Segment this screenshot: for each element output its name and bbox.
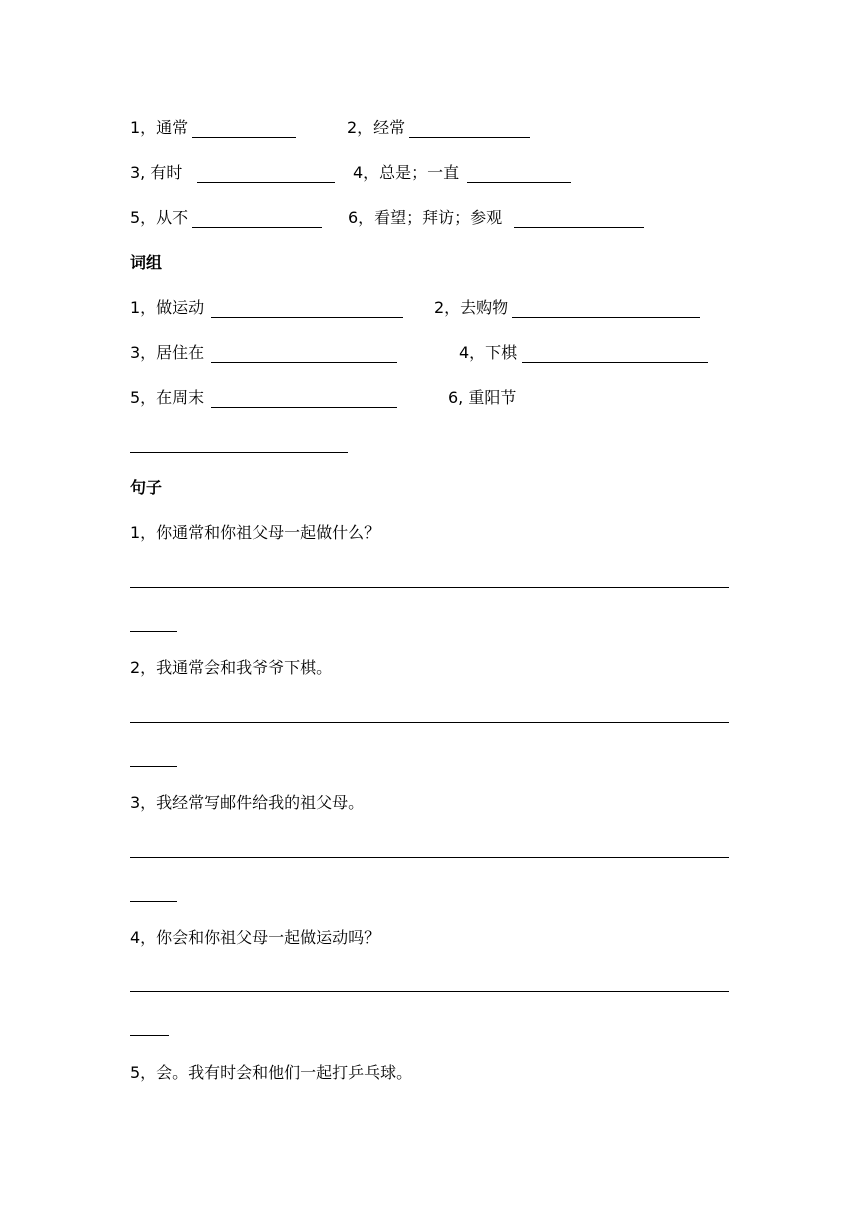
sentence-1-text: 1，你通常和你祖父母一起做什么？ bbox=[130, 523, 381, 542]
sentence-2-answer-line-1[interactable] bbox=[130, 722, 729, 723]
sentence-2-answer-line-2[interactable] bbox=[130, 766, 177, 767]
phrase-item-5-blank[interactable] bbox=[211, 407, 397, 408]
sentence-3-answer-line-2[interactable] bbox=[130, 901, 177, 902]
phrase-item-4-label: 4，下棋 bbox=[459, 343, 518, 362]
vocab-item-4-label: 4，总是；一直 bbox=[353, 163, 460, 182]
phrase-item-3-label: 3，居住在 bbox=[130, 343, 205, 362]
phrase-item-1-blank[interactable] bbox=[211, 317, 403, 318]
sentence-2-text: 2，我通常会和我爷爷下棋。 bbox=[130, 658, 333, 677]
sentence-4-text: 4，你会和你祖父母一起做运动吗？ bbox=[130, 928, 381, 947]
phrase-item-4-blank[interactable] bbox=[522, 362, 708, 363]
sentence-1-answer-line-1[interactable] bbox=[130, 587, 729, 588]
sentence-3-text: 3，我经常写邮件给我的祖父母。 bbox=[130, 793, 365, 812]
vocab-item-2-blank[interactable] bbox=[409, 137, 530, 138]
sentence-3-answer-line-1[interactable] bbox=[130, 857, 729, 858]
phrase-item-6-label: 6, 重阳节 bbox=[448, 388, 517, 407]
vocab-item-1-blank[interactable] bbox=[192, 137, 296, 138]
phrase-item-1-label: 1，做运动 bbox=[130, 298, 205, 317]
vocab-item-5-label: 5，从不 bbox=[130, 208, 189, 227]
phrase-item-3-blank[interactable] bbox=[211, 362, 397, 363]
sentence-4-answer-line-1[interactable] bbox=[130, 991, 729, 992]
phrase-item-5-label: 5，在周末 bbox=[130, 388, 205, 407]
sentences-heading: 句子 bbox=[130, 478, 163, 497]
sentence-1-answer-line-2[interactable] bbox=[130, 631, 177, 632]
phrase-item-2-label: 2，去购物 bbox=[434, 298, 509, 317]
vocab-item-3-label: 3, 有时 bbox=[130, 163, 183, 182]
vocab-item-6-blank[interactable] bbox=[514, 227, 644, 228]
vocab-item-1-label: 1，通常 bbox=[130, 118, 189, 137]
phrases-heading: 词组 bbox=[130, 253, 163, 272]
vocab-item-2-label: 2，经常 bbox=[347, 118, 406, 137]
phrase-item-2-blank[interactable] bbox=[512, 317, 700, 318]
phrase-item-6-blank[interactable] bbox=[130, 452, 348, 453]
vocab-item-4-blank[interactable] bbox=[467, 182, 571, 183]
vocab-item-3-blank[interactable] bbox=[197, 182, 335, 183]
vocab-item-5-blank[interactable] bbox=[192, 227, 322, 228]
sentence-4-answer-line-2[interactable] bbox=[130, 1035, 169, 1036]
sentence-5-text: 5，会。我有时会和他们一起打乒乓球。 bbox=[130, 1063, 413, 1082]
vocab-item-6-label: 6，看望；拜访；参观 bbox=[348, 208, 503, 227]
